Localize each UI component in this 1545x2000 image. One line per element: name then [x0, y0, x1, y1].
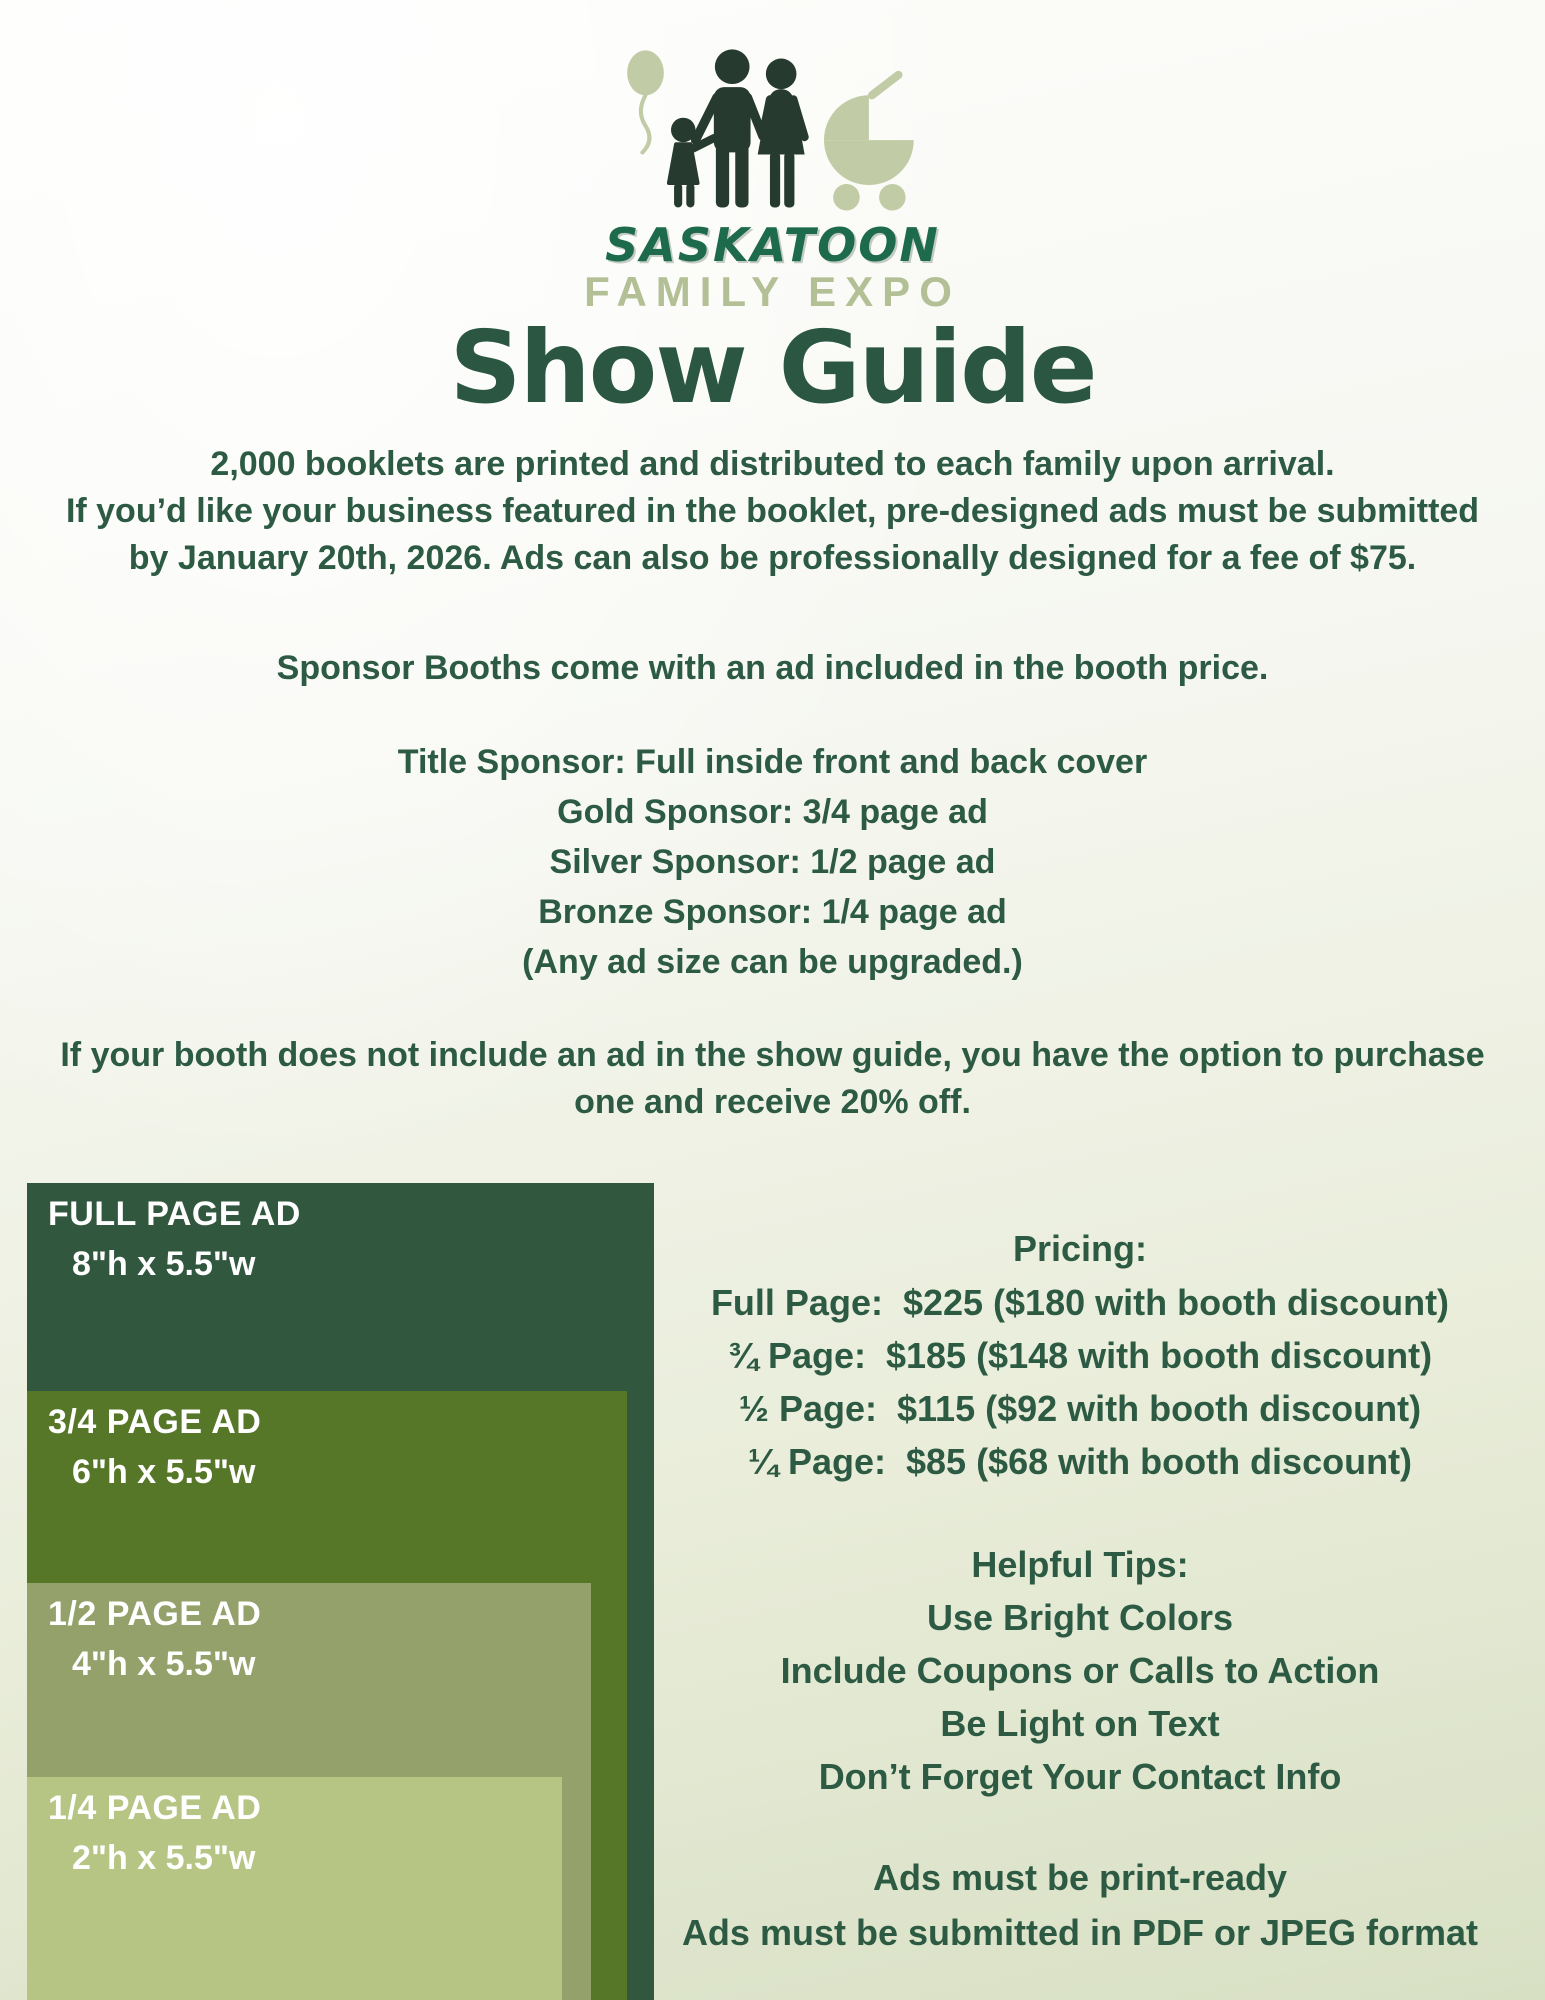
pricing-list [645, 1276, 1515, 1488]
pricing-quarter-page: ¼ Page: $85 ($68 with booth discount) [747, 1441, 1413, 1482]
sponsor-upgrade-note: (Any ad size can be upgraded.) [522, 943, 1023, 981]
pricing-half-page: ½ Page: $115 ($92 with booth discount) [738, 1388, 1422, 1429]
page-title: Show Guide [449, 309, 1096, 426]
pricing-heading-wrap [645, 1222, 1515, 1275]
tip-item: Use Bright Colors [926, 1597, 1234, 1638]
intro-line: by January 20th, 2026. Ads can also be professionally designed for a fee of $75. [128, 539, 1417, 577]
ad-size-dimensions: 2"h x 5.5"w [72, 1839, 256, 1877]
booth-offer-line: one and receive 20% off. [574, 1083, 971, 1121]
sponsor-tier-gold: Gold Sponsor: 3/4 page ad [557, 793, 988, 831]
pricing-full-page: Full Page: $225 ($180 with booth discount) [710, 1282, 1450, 1323]
ad-size-label: 1/4 PAGE AD [48, 1789, 262, 1827]
balloon-icon [627, 50, 664, 152]
sponsor-tier-bronze: Bronze Sponsor: 1/4 page ad [538, 893, 1007, 931]
booth-offer-paragraph [0, 1032, 1545, 1126]
sponsor-lead: Sponsor Booths come with an ad included in the booth price. [276, 649, 1269, 687]
ad-size-label: 1/2 PAGE AD [48, 1595, 262, 1633]
booth-offer-line: If your booth does not include an ad in the show guide, you have the option to purchase [60, 1036, 1485, 1074]
man-figure [695, 49, 762, 207]
brand-name-family-expo: FAMILY EXPO [584, 268, 961, 315]
child-figure [668, 118, 713, 208]
stroller-icon [824, 75, 914, 211]
sponsor-tier-list [0, 737, 1545, 987]
intro-line: 2,000 booklets are printed and distributed to each family upon arrival. [210, 445, 1335, 483]
tips-heading: Helpful Tips: [971, 1544, 1189, 1585]
sponsor-tier-silver: Silver Sponsor: 1/2 page ad [549, 843, 996, 881]
submission-requirements [645, 1850, 1515, 1960]
woman-figure [757, 59, 804, 208]
tip-item: Include Coupons or Calls to Action [780, 1650, 1380, 1691]
helpful-tips-section [645, 1538, 1515, 1803]
pricing-three-quarter-page: ¾ Page: $185 ($148 with booth discount) [727, 1335, 1433, 1376]
family-expo-logo-icon [620, 42, 926, 222]
ad-size-dimensions: 8"h x 5.5"w [72, 1245, 256, 1283]
intro-line: If you’d like your business featured in the booklet, pre-designed ads must be submitted [65, 492, 1480, 530]
ad-size-dimensions: 6"h x 5.5"w [72, 1453, 256, 1491]
submission-line: Ads must be submitted in PDF or JPEG format [681, 1912, 1479, 1953]
ad-size-dimensions: 4"h x 5.5"w [72, 1645, 256, 1683]
ad-size-label: 3/4 PAGE AD [48, 1403, 262, 1441]
intro-paragraph [0, 441, 1545, 582]
brand-name-saskatoon: SASKATOON [605, 218, 940, 272]
sponsor-tier-title: Title Sponsor: Full inside front and back cover [397, 743, 1148, 781]
ad-size-box-quarter-page [27, 1777, 562, 2000]
pricing-heading: Pricing: [1012, 1228, 1147, 1269]
ad-size-label: FULL PAGE AD [48, 1195, 301, 1233]
tip-item: Don’t Forget Your Contact Info [818, 1756, 1342, 1797]
submission-line: Ads must be print-ready [872, 1857, 1288, 1898]
tip-item: Be Light on Text [940, 1703, 1220, 1744]
